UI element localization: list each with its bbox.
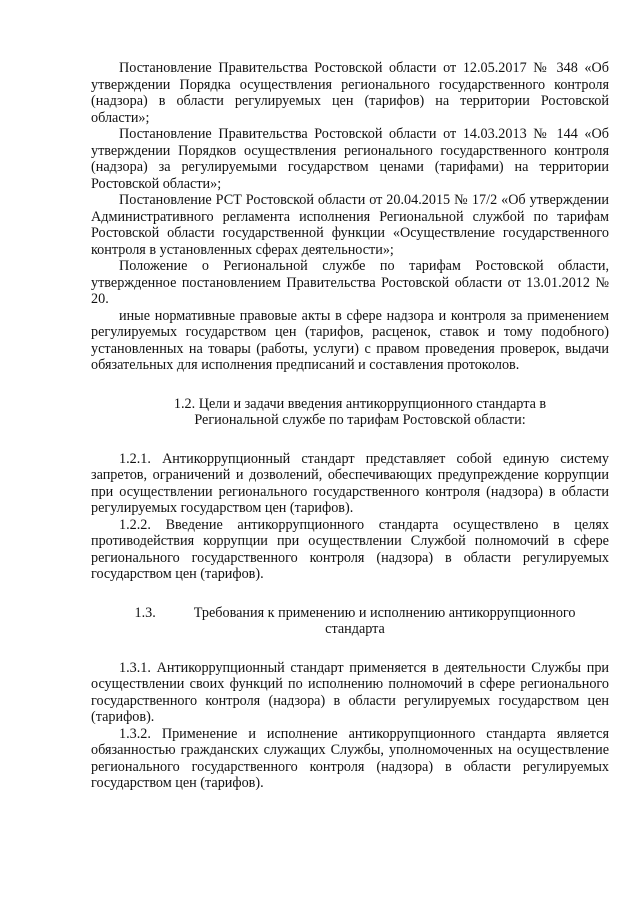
paragraph-1-3-2: 1.3.2. Применение и исполнение антикоррупционного стандарта является обязанностью гражданских служащих Службы, уполномоченных на осуществление регионального государственного контроля (надзора) в области регулируемых государством цен (тарифов). bbox=[91, 725, 609, 791]
section-1-3-number: 1.3. bbox=[134, 604, 156, 621]
paragraph-resolution-144: Постановление Правительства Ростовской области от 14.03.2013 № 144 «Об утверждении Порядков осуществления регионального государственного контроля (надзора) за регулируемыми государством ценами (тарифами) на территории Ростовской области»; bbox=[91, 126, 609, 192]
paragraph-regulation-on-service: Положение о Региональной службе по тарифам Ростовской области, утвержденное постановлением Правительства Ростовской области от 13.01.2012 № 20. bbox=[91, 258, 609, 307]
section-1-2-heading bbox=[91, 396, 609, 429]
section-1-2-title-line2: Региональной службе по тарифам Ростовской области: bbox=[194, 412, 526, 428]
section-1-3-title-line1 bbox=[101, 605, 609, 622]
section-1-3-title-line2: стандарта bbox=[325, 621, 385, 637]
section-1-3-title-text: Требования к применению и исполнению антикоррупционного bbox=[193, 604, 576, 621]
paragraph-1-2-1: 1.2.1. Антикоррупционный стандарт представляет собой единую систему запретов, ограничений и дозволений, обеспечивающих предупреждение коррупции при осуществлении регионального государственного контроля (надзора) в области регулируемых государством цен (тарифов). bbox=[91, 450, 609, 516]
paragraph-resolution-rst-17-2: Постановление РСТ Ростовской области от 20.04.2015 № 17/2 «Об утверждении Административного регламента исполнения Региональной службой по тарифам Ростовской области государственной функции «Осуществление государственного контроля в установленных сферах деятельности»; bbox=[91, 192, 609, 258]
section-1-2-title-line1: 1.2. Цели и задачи введения антикоррупционного стандарта в bbox=[173, 395, 547, 412]
document-page bbox=[91, 60, 609, 792]
paragraph-1-3-1: 1.3.1. Антикоррупционный стандарт применяется в деятельности Службы при осуществлении своих функций по исполнению полномочий в сфере регионального государственного контроля (надзора) в области регулируемых государством цен (тарифов). bbox=[91, 659, 609, 725]
paragraph-resolution-348: Постановление Правительства Ростовской области от 12.05.2017 № 348 «Об утверждении Порядка осуществления регионального государственного контроля (надзора) в области регулируемых цен (тарифов) на территории Ростовской области»; bbox=[91, 60, 609, 126]
paragraph-other-normative-acts: иные нормативные правовые акты в сфере надзора и контроля за применением регулируемых государством цен (тарифов, расценок, ставок и тому подобного) установленных на товары (работы, услуги) с правом проведения проверок, выдачи обязательных для исполнения предписаний и составления протоколов. bbox=[91, 307, 609, 373]
paragraph-1-2-2: 1.2.2. Введение антикоррупционного стандарта осуществлено в целях противодействия коррупции при осуществлении Службой полномочий в сфере регионального государственного контроля (надзора) в области регулируемых государством цен (тарифов). bbox=[91, 516, 609, 582]
section-1-3-heading bbox=[91, 605, 609, 638]
